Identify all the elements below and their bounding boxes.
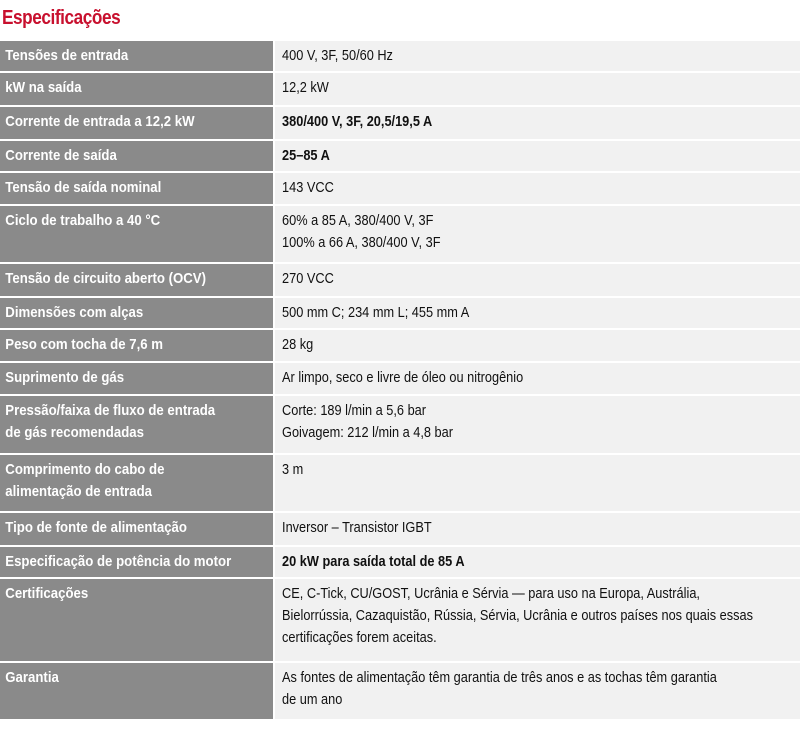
table-row [0, 205, 800, 263]
spec-value: 60% a 85 A, 380/400 V, 3F 100% a 66 A, 380/400 V, 3F [274, 205, 800, 263]
table-row [0, 512, 800, 546]
table-row [0, 362, 800, 395]
spec-value: 12,2 kW [274, 72, 800, 106]
spec-label: Tensão de circuito aberto (OCV) [0, 263, 274, 297]
spec-label: Tensão de saída nominal [0, 172, 274, 205]
spec-label: Pressão/faixa de fluxo de entrada de gás recomendadas [0, 395, 274, 454]
table-row [0, 395, 800, 454]
spec-value: 500 mm C; 234 mm L; 455 mm A [274, 297, 800, 329]
table-row [0, 106, 800, 140]
table-row [0, 172, 800, 205]
spec-value: Inversor – Transistor IGBT [274, 512, 800, 546]
spec-label: Corrente de entrada a 12,2 kW [0, 106, 274, 140]
spec-value: 400 V, 3F, 50/60 Hz [274, 40, 800, 72]
table-row [0, 40, 800, 72]
spec-value: Ar limpo, seco e livre de óleo ou nitrogênio [274, 362, 800, 395]
spec-value: Corte: 189 l/min a 5,6 bar Goivagem: 212 l/min a 4,8 bar [274, 395, 800, 454]
spec-label: kW na saída [0, 72, 274, 106]
spec-label: Ciclo de trabalho a 40 °C [0, 205, 274, 263]
table-row [0, 329, 800, 362]
spec-label: Peso com tocha de 7,6 m [0, 329, 274, 362]
spec-label: Dimensões com alças [0, 297, 274, 329]
spec-label: Tensões de entrada [0, 40, 274, 72]
spec-value: As fontes de alimentação têm garantia de três anos e as tochas têm garantia de um ano [274, 662, 800, 720]
table-row [0, 297, 800, 329]
table-row [0, 662, 800, 720]
spec-value: 25–85 A [274, 140, 800, 172]
spec-value: 3 m [274, 454, 800, 512]
table-row [0, 578, 800, 662]
specifications-table [0, 39, 800, 721]
page-title: Especificações [2, 7, 121, 29]
spec-value: CE, C-Tick, CU/GOST, Ucrânia e Sérvia — para uso na Europa, Austrália, Bielorrússia, Cazaquistão, Rússia, Sérvia, Ucrânia e outros países nos quais essas certificações forem aceitas. [274, 578, 800, 662]
spec-label: Tipo de fonte de alimentação [0, 512, 274, 546]
table-row [0, 72, 800, 106]
table-row [0, 263, 800, 297]
spec-value: 20 kW para saída total de 85 A [274, 546, 800, 578]
spec-label: Comprimento do cabo de alimentação de entrada [0, 454, 274, 512]
spec-label: Especificação de potência do motor [0, 546, 274, 578]
spec-label: Garantia [0, 662, 274, 720]
spec-label: Certificações [0, 578, 274, 662]
table-row [0, 140, 800, 172]
spec-label: Corrente de saída [0, 140, 274, 172]
spec-value: 380/400 V, 3F, 20,5/19,5 A [274, 106, 800, 140]
table-row [0, 546, 800, 578]
spec-label: Suprimento de gás [0, 362, 274, 395]
spec-value: 143 VCC [274, 172, 800, 205]
spec-value: 270 VCC [274, 263, 800, 297]
spec-value: 28 kg [274, 329, 800, 362]
table-row [0, 454, 800, 512]
